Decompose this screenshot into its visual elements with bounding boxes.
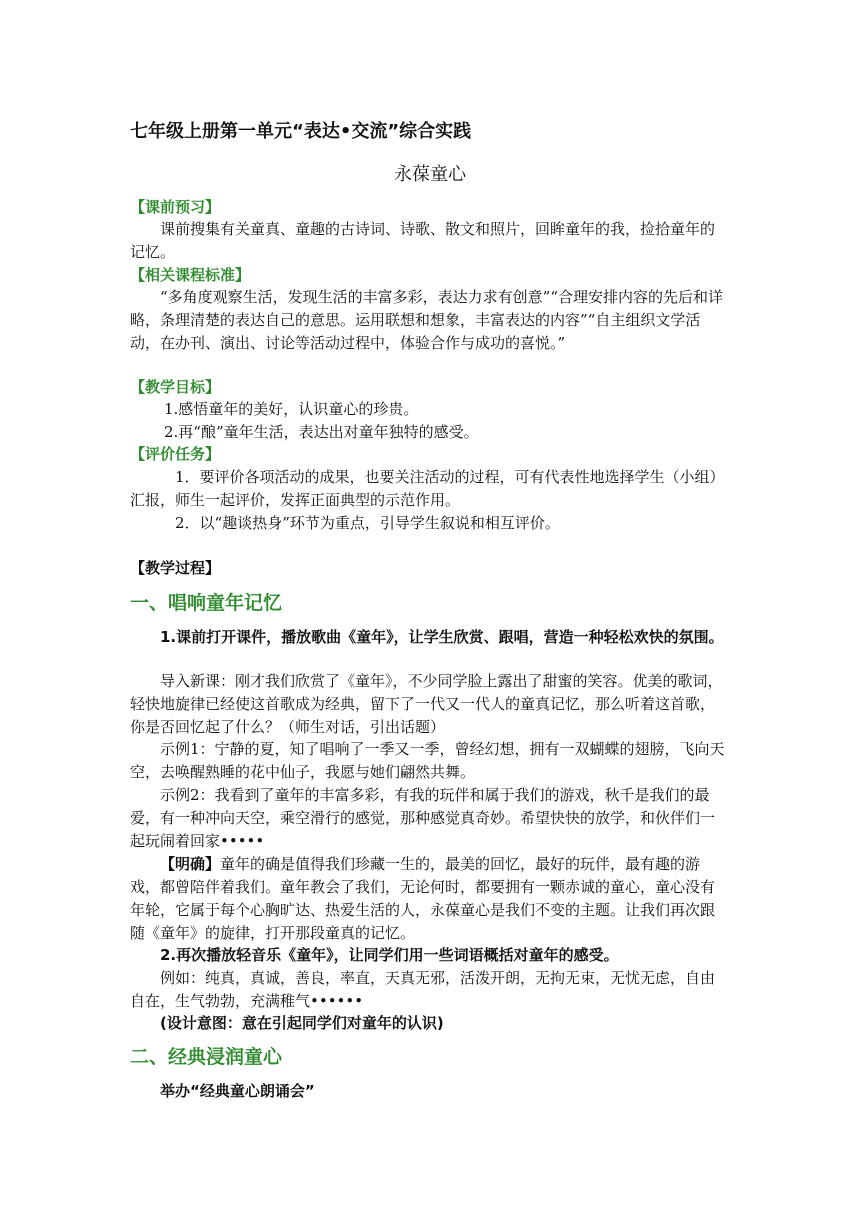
doc-title: 七年级上册第一单元“表达•交流”综合实践	[130, 121, 472, 142]
step-1: 1.课前打开课件，播放歌曲《童年》，让学生欣赏、跟唱，营造一种轻松欢快的氛围。	[160, 628, 724, 646]
example-2: 示例2：我看到了童年的丰富多彩，有我的玩伴和属于我们的游戏，秋千是我们的最爱，有一种冲向天空，乘空滑行的感觉，那种感觉真奇妙。希望快快的放学，和伙伴们一起玩闹着回家•••••	[130, 786, 716, 850]
standards-text: “多角度观察生活，发现生活的丰富多彩，表达力求有创意”“合理安排内容的先后和详略，条理清楚的表达自己的意思。运用联想和想象，丰富表达的内容”“自主组织文学活动，在办刊、演出、讨论等活动过程中，体验合作与成功的喜悦。”	[130, 288, 724, 352]
preview-text: 课前搜集有关童真、童趣的古诗词、诗歌、散文和照片，回眸童年的我，捡拾童年的记忆。	[130, 220, 716, 261]
doc-subtitle: 永葆童心	[394, 164, 466, 185]
evaluation-heading: 【评价任务】	[130, 445, 221, 463]
intro-text: 导入新课：刚才我们欣赏了《童年》，不少同学脸上露出了甜蜜的笑容。优美的歌词，轻快地旋律已经使这首歌成为经典，留下了一代又一代人的童真记忆，那么听着这首歌，你是否回忆起了什么？（师生对话，引出话题）	[130, 672, 723, 736]
clarify-paragraph	[130, 853, 728, 945]
clarify-text: 童年的确是值得我们珍藏一生的，最美的回忆，最好的玩伴，最有趣的游戏，都曾陪伴着我们。童年教会了我们，无论何时，都要拥有一颗赤诚的童心，童心没有年轮，它属于每个心胸旷达、热爱生活的人，永葆童心是我们不变的主题。让我们再次跟随《童年》的旋律，打开那段童真的记忆。	[130, 855, 716, 942]
process-heading: 【教学过程】	[130, 559, 221, 577]
preview-heading: 【课前预习】	[130, 198, 221, 216]
evaluation-item-1: 1．要评价各项活动的成果，也要关注活动的过程，可有代表性地选择学生（小组）汇报，师生一起评价，发挥正面典型的示范作用。	[130, 468, 725, 509]
recital-text: 举办“经典童心朗诵会”	[160, 1082, 315, 1100]
goal-item-2: 2.再“酿”童年生活，表达出对童年独特的感受。	[164, 423, 479, 441]
evaluation-item-2: 2．以“趣谈热身”环节为重点，引导学生叙说和相互评价。	[175, 514, 560, 532]
section-1-heading: 一、唱响童年记忆	[130, 592, 283, 614]
example-1: 示例1：宁静的夏，知了唱响了一季又一季，曾经幻想，拥有一双蝴蝶的翅膀，飞向天空，去唤醒熟睡的花中仙子，我愿与她们翩然共舞。	[130, 740, 725, 781]
design-intent: (设计意图：意在引起同学们对童年的认识)	[160, 1014, 444, 1032]
words-example: 例如：纯真，真诚，善良，率直，天真无邪，活泼开朗，无拘无束，无忧无虑，自由自在，生气勃勃，充满稚气••••••	[130, 969, 716, 1010]
step-2: 2.再次播放轻音乐《童年》，让同学们用一些词语概括对童年的感受。	[160, 946, 619, 964]
section-2-heading: 二、经典浸润童心	[130, 1046, 283, 1068]
goal-item-1: 1.感悟童年的美好，认识童心的珍贵。	[164, 400, 419, 418]
clarify-label: 【明确】	[160, 855, 221, 873]
standards-heading: 【相关课程标准】	[130, 266, 251, 284]
goals-heading: 【教学目标】	[130, 378, 221, 396]
